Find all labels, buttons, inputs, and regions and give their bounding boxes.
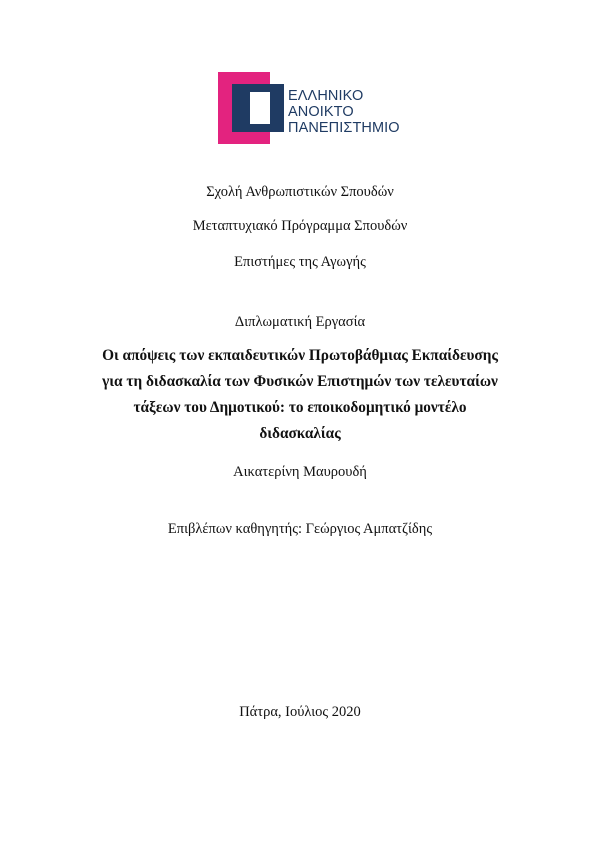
title-line-2: για τη διδασκαλία των Φυσικών Επιστημών των τελευταίων [102,373,498,390]
university-logo [218,72,408,144]
document-type: Διπλωματική Εργασία [234,314,366,330]
title-line-4: διδασκαλίας [259,425,341,442]
place-and-date: Πάτρα, Ιούλιος 2020 [239,704,361,720]
school-name: Σχολή Ανθρωπιστικών Σπουδών [206,184,394,200]
field-name: Επιστήμες της Αγωγής [234,254,366,270]
university-logo-icon [218,72,288,144]
program-name: Μεταπτυχιακό Πρόγραμμα Σπουδών [192,218,408,234]
logo-line-3: ΠΑΝΕΠΙΣΤΗΜΙΟ [288,120,400,136]
author-name: Αικατερίνη Μαυρουδή [233,464,367,480]
logo-line-2: ΑΝΟΙΚΤΟ [288,104,354,120]
title-line-1: Οι απόψεις των εκπαιδευτικών Πρωτοβάθμιας Εκπαίδευσης [102,347,498,364]
thesis-title [80,343,520,447]
supervisor: Επιβλέπων καθηγητής: Γεώργιος Αμπατζίδης [167,521,433,537]
logo-line-1: ΕΛΛΗΝΙΚΟ [288,88,364,104]
university-logo-text [288,88,400,136]
title-line-3: τάξεων του Δημοτικού: το εποικοδομητικό μοντέλο [133,399,467,416]
